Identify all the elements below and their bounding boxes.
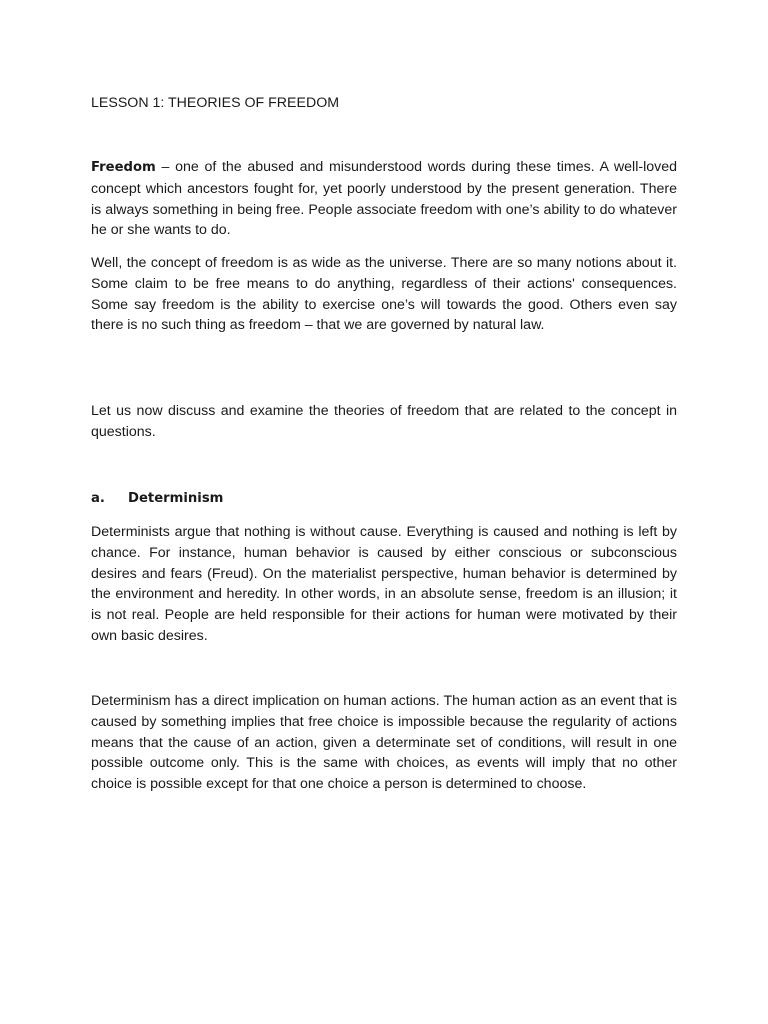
section-heading-text: Determinism (128, 491, 224, 506)
section-heading-determinism (91, 489, 223, 509)
section-marker: a. (91, 491, 105, 506)
paragraph-determinists: Determinists argue that nothing is without cause. Everything is caused and nothing is left by chance. For instance, human behavior is caused by either conscious or subconscious desires and fears (Freud). On the materialist perspective, human behavior is determined by the environment and heredity. In other words, in an absolute sense, freedom is an illusion; it is not real. People are held responsible for their actions for human were motivated by their own basic desires. (91, 524, 677, 644)
intro-lead-term: Freedom (91, 160, 156, 175)
paragraph-determinism-implication: Determinism has a direct implication on human actions. The human action as an event that is caused by something implies that free choice is impossible because the regularity of actions means that the cause of an action, given a determinate set of conditions, will result in one possible outcome only. This is the same with choices, as events will imply that no other choice is possible except for that one choice a person is determined to choose. (91, 693, 677, 793)
paragraph-discussion: Let us now discuss and examine the theories of freedom that are related to the concept in questions. (91, 403, 677, 440)
intro-text: – one of the abused and misunderstood words during these times. A well-loved concept which ancestors fought for, yet poorly understood by the present generation. There is always something in being free. People associate freedom with one’s ability to do whatever he or she wants to do. (91, 159, 677, 239)
paragraph-concept: Well, the concept of freedom is as wide as the universe. There are so many notions about it. Some claim to be free means to do anything, regardless of their actions' consequences. Some say freedom is the ability to exercise one’s will towards the good. Others even say there is no such thing as freedom – that we are governed by natural law. (91, 255, 677, 334)
lesson-title: LESSON 1: THEORIES OF FREEDOM (91, 95, 340, 111)
intro-paragraph (91, 157, 677, 241)
